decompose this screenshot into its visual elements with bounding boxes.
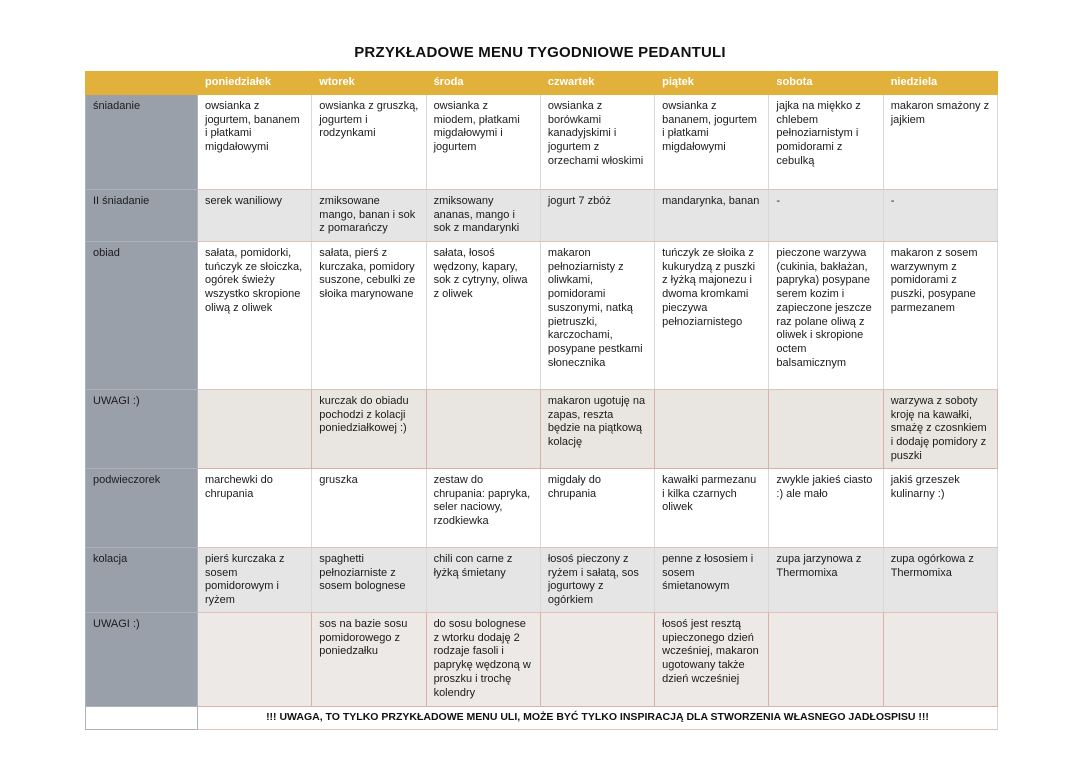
menu-row-ii-sniadanie bbox=[86, 189, 998, 241]
day-header-sobota: sobota bbox=[769, 72, 883, 95]
day-header-środa: środa bbox=[426, 72, 540, 95]
menu-cell-obiad-czwartek: makaron pełnoziarnisty z oliwkami, pomidorami suszonymi, natką pietruszki, karczochami, posypane pestkami słonecznika bbox=[540, 241, 654, 389]
menu-row-sniadanie bbox=[86, 94, 998, 189]
row-label-obiad: obiad bbox=[86, 241, 198, 389]
menu-cell-uwagi-1-piątek bbox=[655, 389, 769, 468]
menu-cell-uwagi-1-czwartek: makaron ugotuję na zapas, reszta będzie na piątkową kolację bbox=[540, 389, 654, 468]
menu-cell-kolacja-środa: chili con carne z łyżką śmietany bbox=[426, 547, 540, 612]
menu-cell-sniadanie-wtorek: owsianka z gruszką, jogurtem i rodzynkami bbox=[312, 94, 426, 189]
footer-note: !!! UWAGA, TO TYLKO PRZYKŁADOWE MENU ULI, MOŻE BYĆ TYLKO INSPIRACJĄ DLA STWORZENIA WŁASNEGO JADŁOSPISU !!! bbox=[198, 706, 998, 729]
menu-cell-ii-sniadanie-sobota: - bbox=[769, 189, 883, 241]
menu-cell-sniadanie-sobota: jajka na miękko z chlebem pełnoziarnistym i pomidorami z cebulką bbox=[769, 94, 883, 189]
menu-cell-ii-sniadanie-niedziela: - bbox=[883, 189, 997, 241]
footer-row bbox=[86, 706, 998, 729]
menu-cell-uwagi-2-środa: do sosu bolognese z wtorku dodaję 2 rodzaje fasoli i paprykę wędzoną w proszku i trochę kolendry bbox=[426, 612, 540, 706]
day-header-niedziela: niedziela bbox=[883, 72, 997, 95]
menu-cell-podwieczorek-czwartek: migdały do chrupania bbox=[540, 468, 654, 547]
menu-cell-uwagi-2-czwartek bbox=[540, 612, 654, 706]
menu-cell-ii-sniadanie-poniedziałek: serek waniliowy bbox=[198, 189, 312, 241]
menu-cell-kolacja-niedziela: zupa ogórkowa z Thermomixa bbox=[883, 547, 997, 612]
menu-cell-obiad-piątek: tuńczyk ze słoika z kukurydzą z puszki z łyżką majonezu i dwoma kromkami pieczywa pełnoziarnistego bbox=[655, 241, 769, 389]
menu-cell-kolacja-wtorek: spaghetti pełnoziarniste z sosem bolognese bbox=[312, 547, 426, 612]
menu-cell-podwieczorek-poniedziałek: marchewki do chrupania bbox=[198, 468, 312, 547]
menu-cell-obiad-sobota: pieczone warzywa (cukinia, bakłażan, papryka) posypane serem kozim i zapieczone jeszcze raz polane oliwą z oliwek i skropione octem balsamicznym bbox=[769, 241, 883, 389]
header-row bbox=[86, 72, 998, 95]
menu-cell-uwagi-1-poniedziałek bbox=[198, 389, 312, 468]
menu-cell-kolacja-czwartek: łosoś pieczony z ryżem i sałatą, sos jogurtowy z ogórkiem bbox=[540, 547, 654, 612]
menu-cell-sniadanie-piątek: owsianka z bananem, jogurtem i płatkami migdałowymi bbox=[655, 94, 769, 189]
menu-cell-ii-sniadanie-środa: zmiksowany ananas, mango i sok z mandarynki bbox=[426, 189, 540, 241]
menu-row-obiad bbox=[86, 241, 998, 389]
table-header bbox=[86, 72, 998, 95]
menu-cell-obiad-niedziela: makaron z sosem warzywnym z pomidorami z puszki, posypane parmezanem bbox=[883, 241, 997, 389]
day-header-poniedziałek: poniedziałek bbox=[198, 72, 312, 95]
menu-cell-podwieczorek-wtorek: gruszka bbox=[312, 468, 426, 547]
menu-cell-uwagi-2-sobota bbox=[769, 612, 883, 706]
menu-cell-obiad-środa: sałata, łosoś wędzony, kapary, sok z cytryny, oliwa z oliwek bbox=[426, 241, 540, 389]
menu-cell-sniadanie-poniedziałek: owsianka z jogurtem, bananem i płatkami migdałowymi bbox=[198, 94, 312, 189]
menu-cell-podwieczorek-sobota: zwykle jakieś ciasto :) ale mało bbox=[769, 468, 883, 547]
row-label-kolacja: kolacja bbox=[86, 547, 198, 612]
menu-cell-ii-sniadanie-wtorek: zmiksowane mango, banan i sok z pomarańczy bbox=[312, 189, 426, 241]
menu-row-uwagi-1 bbox=[86, 389, 998, 468]
day-header-czwartek: czwartek bbox=[540, 72, 654, 95]
menu-cell-obiad-wtorek: sałata, pierś z kurczaka, pomidory suszone, cebulki ze słoika marynowane bbox=[312, 241, 426, 389]
menu-row-podwieczorek bbox=[86, 468, 998, 547]
menu-cell-uwagi-1-wtorek: kurczak do obiadu pochodzi z kolacji poniedziałkowej :) bbox=[312, 389, 426, 468]
menu-cell-sniadanie-niedziela: makaron smażony z jajkiem bbox=[883, 94, 997, 189]
menu-cell-uwagi-1-niedziela: warzywa z soboty kroję na kawałki, smażę z czosnkiem i dodaję pomidory z puszki bbox=[883, 389, 997, 468]
menu-cell-podwieczorek-środa: zestaw do chrupania: papryka, seler naciowy, rzodkiewka bbox=[426, 468, 540, 547]
row-label-uwagi-1: UWAGI :) bbox=[86, 389, 198, 468]
day-header-wtorek: wtorek bbox=[312, 72, 426, 95]
menu-cell-uwagi-1-sobota bbox=[769, 389, 883, 468]
menu-cell-ii-sniadanie-czwartek: jogurt 7 zbóż bbox=[540, 189, 654, 241]
menu-cell-obiad-poniedziałek: sałata, pomidorki, tuńczyk ze słoiczka, ogórek świeży wszystko skropione oliwą z oliwek bbox=[198, 241, 312, 389]
menu-cell-uwagi-2-wtorek: sos na bazie sosu pomidorowego z poniedzałku bbox=[312, 612, 426, 706]
menu-cell-sniadanie-czwartek: owsianka z borówkami kanadyjskimi i jogurtem z orzechami włoskimi bbox=[540, 94, 654, 189]
menu-cell-sniadanie-środa: owsianka z miodem, płatkami migdałowymi i jogurtem bbox=[426, 94, 540, 189]
table-body bbox=[86, 94, 998, 729]
menu-row-kolacja bbox=[86, 547, 998, 612]
menu-table bbox=[85, 71, 998, 730]
day-header-piątek: piątek bbox=[655, 72, 769, 95]
row-label-uwagi-2: UWAGI :) bbox=[86, 612, 198, 706]
menu-row-uwagi-2 bbox=[86, 612, 998, 706]
menu-cell-kolacja-piątek: penne z łososiem i sosem śmietanowym bbox=[655, 547, 769, 612]
page-title: PRZYKŁADOWE MENU TYGODNIOWE PEDANTULI bbox=[354, 44, 726, 61]
row-label-ii-sniadanie: II śniadanie bbox=[86, 189, 198, 241]
corner-cell bbox=[86, 72, 198, 95]
menu-cell-kolacja-sobota: zupa jarzynowa z Thermomixa bbox=[769, 547, 883, 612]
row-label-podwieczorek: podwieczorek bbox=[86, 468, 198, 547]
menu-cell-uwagi-1-środa bbox=[426, 389, 540, 468]
row-label-sniadanie: śniadanie bbox=[86, 94, 198, 189]
menu-cell-podwieczorek-piątek: kawałki parmezanu i kilka czarnych oliwek bbox=[655, 468, 769, 547]
menu-cell-podwieczorek-niedziela: jakiś grzeszek kulinarny :) bbox=[883, 468, 997, 547]
menu-cell-uwagi-2-niedziela bbox=[883, 612, 997, 706]
menu-cell-uwagi-2-piątek: łosoś jest resztą upieczonego dzień wcześniej, makaron ugotowany także dzień wcześniej bbox=[655, 612, 769, 706]
menu-cell-uwagi-2-poniedziałek bbox=[198, 612, 312, 706]
menu-cell-kolacja-poniedziałek: pierś kurczaka z sosem pomidorowym i ryżem bbox=[198, 547, 312, 612]
menu-cell-ii-sniadanie-piątek: mandarynka, banan bbox=[655, 189, 769, 241]
footer-label-cell bbox=[86, 706, 198, 729]
